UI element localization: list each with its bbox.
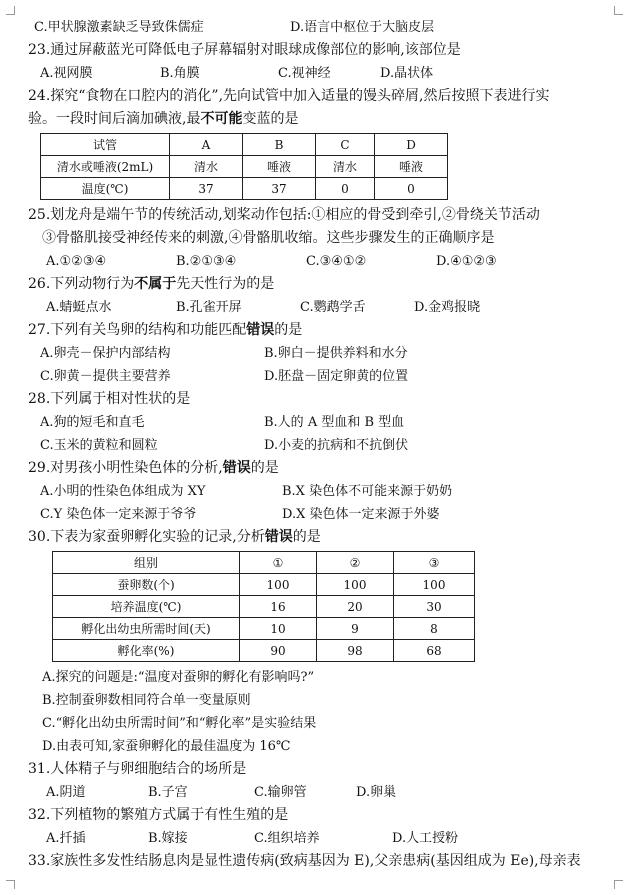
table-cell: 0 bbox=[316, 178, 375, 200]
q25-option-d: D.④①②③ bbox=[436, 254, 497, 269]
table-cell: 100 bbox=[394, 574, 475, 596]
q24-stem-line2 bbox=[28, 108, 613, 131]
table-cell: 清水 bbox=[170, 156, 243, 178]
q31-option-c: C.输卵管 bbox=[254, 785, 307, 800]
table-cell: 68 bbox=[394, 640, 475, 662]
q32-stem: 32.下列植物的繁殖方式属于有性生殖的是 bbox=[28, 807, 289, 823]
table-cell: 37 bbox=[243, 178, 316, 200]
table-row bbox=[53, 574, 475, 596]
q26-stem-text: 先天性行为的是 bbox=[176, 276, 275, 292]
q32-option-b: B.嫁接 bbox=[148, 831, 188, 846]
q26-option-a: A.蜻蜓点水 bbox=[46, 300, 112, 315]
q24-keyword: 不可能 bbox=[200, 111, 243, 127]
table-cell: 98 bbox=[317, 640, 394, 662]
table-cell: 20 bbox=[317, 596, 394, 618]
q30-stem-text: 的是 bbox=[292, 529, 321, 545]
q28-options-row2 bbox=[28, 434, 613, 457]
table-cell: 16 bbox=[240, 596, 317, 618]
q23-options bbox=[28, 62, 613, 85]
q26-options bbox=[28, 296, 613, 319]
q32-options bbox=[28, 827, 613, 850]
table-header-cell: 试管 bbox=[41, 134, 170, 156]
q30-option-d: D.由表可知,家蚕卵孵化的最佳温度为 16℃ bbox=[42, 739, 291, 754]
table-cell: 37 bbox=[170, 178, 243, 200]
q23-option-a: A.视网膜 bbox=[40, 66, 93, 81]
q29-keyword: 错误 bbox=[222, 460, 251, 476]
table-header-cell: ① bbox=[240, 552, 317, 574]
table-header-cell: A bbox=[170, 134, 243, 156]
q30-option-a: A.探究的问题是:“温度对蚕卵的孵化有影响吗?” bbox=[42, 670, 315, 685]
table-cell: 100 bbox=[240, 574, 317, 596]
page-corner-mark bbox=[6, 880, 15, 889]
q27-options-row2 bbox=[28, 365, 613, 388]
q27-option-a: A.卵壳－保护内部结构 bbox=[40, 346, 171, 361]
page-corner-mark bbox=[614, 880, 623, 889]
q29-option-c: C.Y 染色体一定来源于爷爷 bbox=[40, 507, 197, 522]
q25-stem-line2: ③骨骼肌接受神经传来的刺激,④骨骼肌收缩。这些步骤发生的正确顺序是 bbox=[42, 230, 495, 246]
table-row bbox=[41, 156, 448, 178]
q31-option-d: D.卵巢 bbox=[356, 785, 397, 800]
q27-keyword: 错误 bbox=[246, 322, 275, 338]
table-cell: 9 bbox=[317, 618, 394, 640]
page-corner-mark bbox=[614, 6, 623, 15]
q29-option-b: B.X 染色体不可能来源于奶奶 bbox=[282, 484, 453, 499]
q25-option-b: B.②①③④ bbox=[176, 254, 237, 269]
table-row bbox=[53, 552, 475, 574]
table-row bbox=[53, 618, 475, 640]
q29-options-row1 bbox=[28, 480, 613, 503]
table-header-cell: C bbox=[316, 134, 375, 156]
q30-stem-text: 30.下表为家蚕卵孵化实验的记录,分析 bbox=[28, 529, 265, 545]
q29-option-a: A.小明的性染色体组成为 XY bbox=[40, 484, 206, 499]
q26-option-d: D.金鸡报晓 bbox=[414, 300, 481, 315]
q26-option-b: B.孔雀开屏 bbox=[176, 300, 242, 315]
table-row bbox=[41, 134, 448, 156]
q23-option-d: D.晶状体 bbox=[380, 66, 434, 81]
q29-stem-text: 的是 bbox=[250, 460, 279, 476]
q29-stem-text: 29.对男孩小明性染色体的分析, bbox=[28, 460, 223, 476]
q23-option-b: B.角膜 bbox=[160, 66, 200, 81]
page-corner-mark bbox=[6, 6, 15, 15]
q25-option-c: C.③④①② bbox=[306, 254, 367, 269]
table-cell: 0 bbox=[375, 178, 448, 200]
table-cell: 100 bbox=[317, 574, 394, 596]
q24-stem-text: 验。一段时间后滴加碘液,最 bbox=[28, 111, 201, 127]
q26-keyword: 不属于 bbox=[134, 276, 177, 292]
q25-option-a: A.①②③④ bbox=[46, 254, 107, 269]
q27-stem bbox=[28, 319, 613, 342]
table-cell: 孵化率(%) bbox=[53, 640, 240, 662]
table-cell: 蚕卵数(个) bbox=[53, 574, 240, 596]
q26-option-c: C.鹦鹉学舌 bbox=[300, 300, 366, 315]
q24-stem-text: 变蓝的是 bbox=[242, 111, 299, 127]
q28-option-a: A.狗的短毛和直毛 bbox=[40, 415, 145, 430]
q32-option-d: D.人工授粉 bbox=[392, 831, 459, 846]
table-row bbox=[41, 178, 448, 200]
table-header-cell: 组别 bbox=[53, 552, 240, 574]
q22-option-c: C.甲状腺激素缺乏导致侏儒症 bbox=[34, 20, 204, 35]
q28-option-b: B.人的 A 型血和 B 型血 bbox=[264, 415, 405, 430]
q28-option-c: C.玉米的黄粒和圆粒 bbox=[40, 438, 158, 453]
q30-table bbox=[52, 551, 475, 662]
q31-option-b: B.子宫 bbox=[148, 785, 188, 800]
q22-options bbox=[28, 16, 613, 39]
q32-option-c: C.组织培养 bbox=[254, 831, 320, 846]
q24-table bbox=[40, 133, 448, 200]
q24-stem-line1: 24.探究“食物在口腔内的消化”,先向试管中加入适量的馒头碎屑,然后按照下表进行实 bbox=[28, 88, 550, 104]
table-header-cell: ② bbox=[317, 552, 394, 574]
q23-stem: 23.通过屏蔽蓝光可降低电子屏幕辐射对眼球成像部位的影响,该部位是 bbox=[28, 42, 461, 58]
q28-option-d: D.小麦的抗病和不抗倒伏 bbox=[264, 438, 409, 453]
q27-options-row1 bbox=[28, 342, 613, 365]
q27-option-c: C.卵黄－提供主要营养 bbox=[40, 369, 171, 384]
q32-option-a: A.扦插 bbox=[46, 831, 86, 846]
table-cell: 90 bbox=[240, 640, 317, 662]
table-cell: 培养温度(℃) bbox=[53, 596, 240, 618]
q29-options-row2 bbox=[28, 503, 613, 526]
table-header-cell: D bbox=[375, 134, 448, 156]
q22-option-d: D.语言中枢位于大脑皮层 bbox=[290, 20, 435, 35]
table-cell: 8 bbox=[394, 618, 475, 640]
q28-options-row1 bbox=[28, 411, 613, 434]
q27-stem-text: 27.下列有关鸟卵的结构和功能匹配 bbox=[28, 322, 247, 338]
q31-stem: 31.人体精子与卵细胞结合的场所是 bbox=[28, 761, 247, 777]
table-header-cell: B bbox=[243, 134, 316, 156]
q29-option-d: D.X 染色体一定来源于外婆 bbox=[282, 507, 440, 522]
q27-option-b: B.卵白－提供养料和水分 bbox=[264, 346, 408, 361]
q29-stem bbox=[28, 457, 613, 480]
table-row bbox=[53, 640, 475, 662]
q30-stem bbox=[28, 526, 613, 549]
table-cell: 孵化出幼虫所需时间(天) bbox=[53, 618, 240, 640]
q26-stem bbox=[28, 273, 613, 296]
q26-stem-text: 26.下列动物行为 bbox=[28, 276, 135, 292]
exam-page bbox=[28, 16, 613, 873]
table-cell: 10 bbox=[240, 618, 317, 640]
q31-options bbox=[28, 781, 613, 804]
table-row bbox=[53, 596, 475, 618]
q23-option-c: C.视神经 bbox=[278, 66, 331, 81]
q27-stem-text: 的是 bbox=[274, 322, 303, 338]
q28-stem: 28.下列属于相对性状的是 bbox=[28, 391, 191, 407]
table-cell: 清水或唾液(2mL) bbox=[41, 156, 170, 178]
q25-stem-line1: 25.划龙舟是端午节的传统活动,划桨动作包括:①相应的骨受到牵引,②骨绕关节活动 bbox=[28, 207, 540, 223]
table-header-cell: ③ bbox=[394, 552, 475, 574]
q33-stem: 33.家族性多发性结肠息肉是显性遗传病(致病基因为 E),父亲患病(基因组成为 Ee),母亲表 bbox=[28, 853, 581, 869]
table-cell: 唾液 bbox=[375, 156, 448, 178]
q25-options bbox=[28, 250, 613, 273]
q27-option-d: D.胚盘－固定卵黄的位置 bbox=[264, 369, 409, 384]
q30-keyword: 错误 bbox=[264, 529, 293, 545]
table-cell: 温度(℃) bbox=[41, 178, 170, 200]
table-cell: 30 bbox=[394, 596, 475, 618]
q31-option-a: A.阴道 bbox=[46, 785, 86, 800]
q30-option-c: C.“孵化出幼虫所需时间”和“孵化率”是实验结果 bbox=[42, 716, 317, 731]
q30-option-b: B.控制蚕卵数相同符合单一变量原则 bbox=[42, 693, 251, 708]
table-cell: 唾液 bbox=[243, 156, 316, 178]
table-cell: 清水 bbox=[316, 156, 375, 178]
